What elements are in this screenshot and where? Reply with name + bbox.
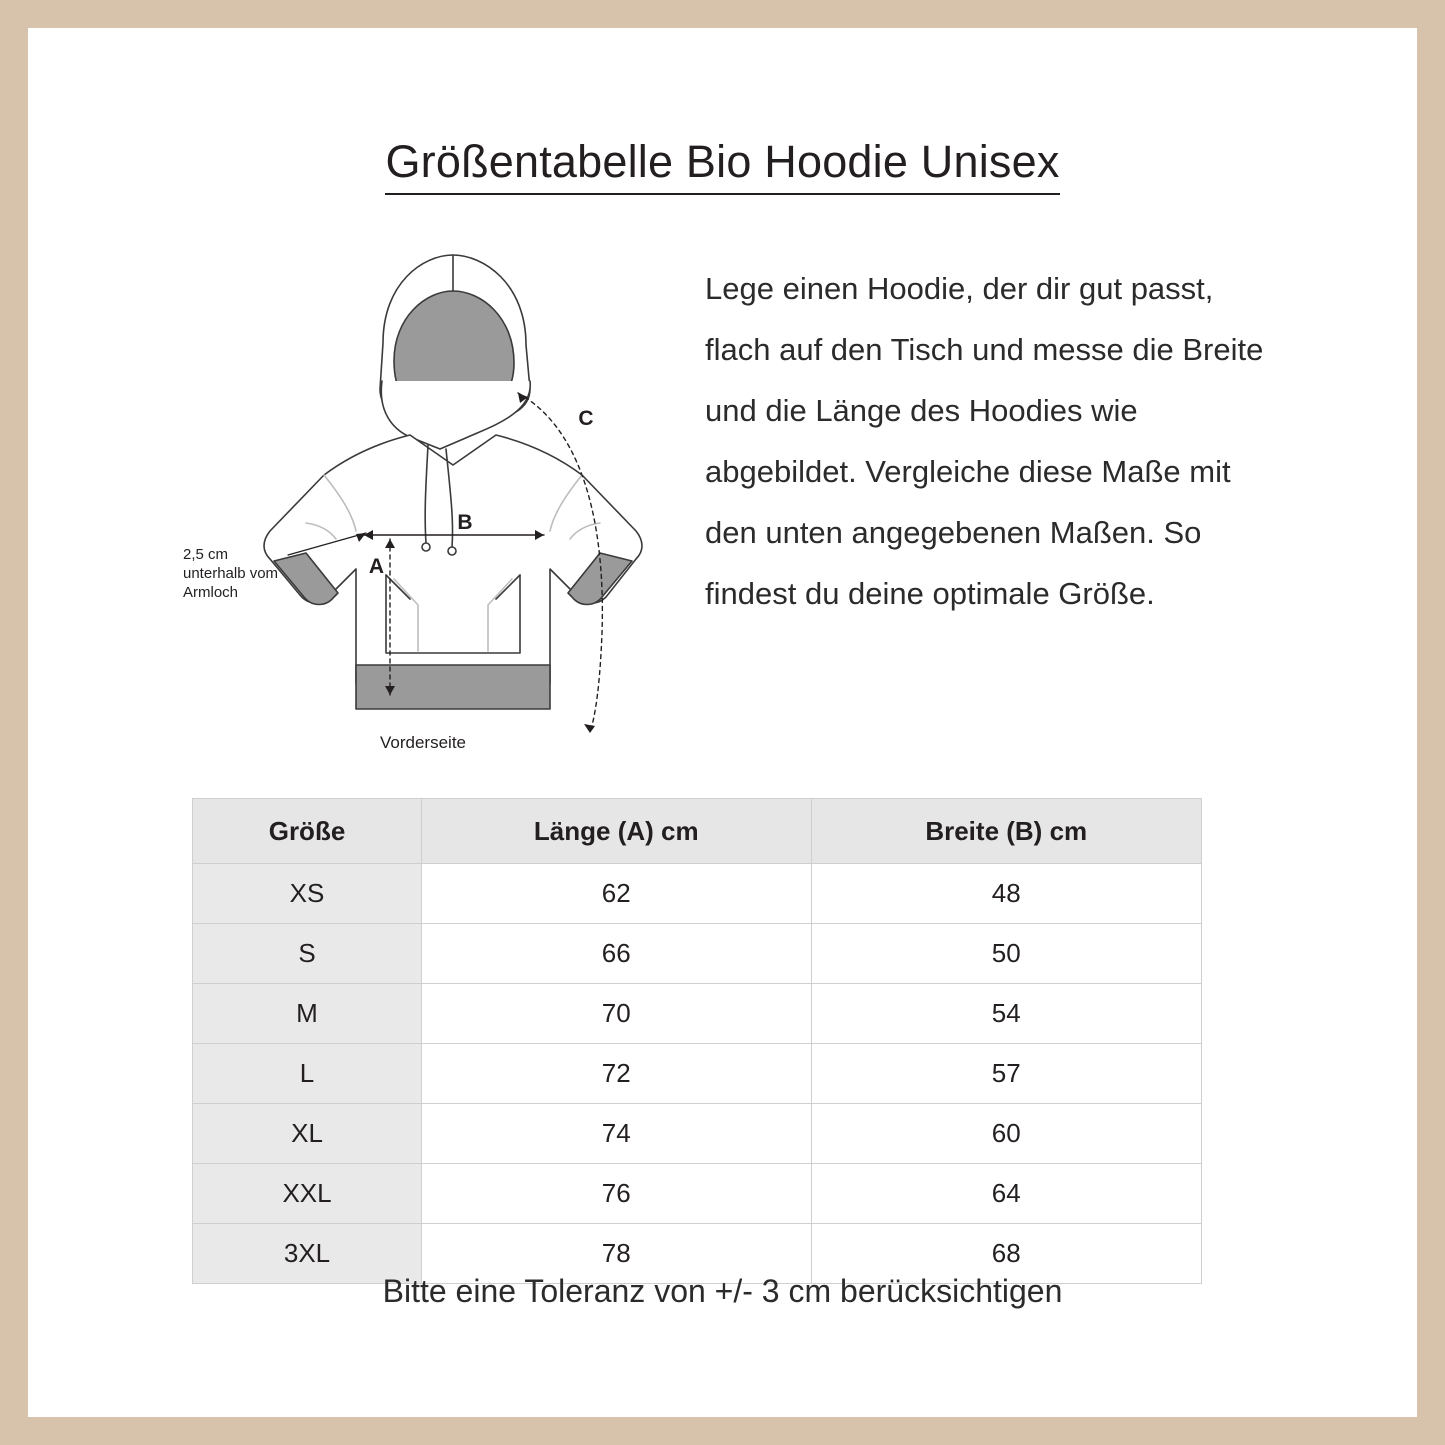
cell-width: 68 <box>811 1224 1202 1284</box>
cell-length: 62 <box>422 864 811 924</box>
cell-size: XS <box>193 864 422 924</box>
size-table <box>192 798 1202 1284</box>
cell-size: M <box>193 984 422 1044</box>
cell-width: 48 <box>811 864 1202 924</box>
hoodie-illustration <box>178 213 668 773</box>
cell-length: 70 <box>422 984 811 1044</box>
cell-width: 64 <box>811 1164 1202 1224</box>
table-row <box>193 984 1202 1044</box>
cell-length: 76 <box>422 1164 811 1224</box>
illustration-caption: Vorderseite <box>380 733 466 752</box>
page-title <box>28 136 1417 188</box>
cell-width: 57 <box>811 1044 1202 1104</box>
column-header-size: Größe <box>193 799 422 864</box>
table-row <box>193 1104 1202 1164</box>
table-row <box>193 924 1202 984</box>
table-row <box>193 1164 1202 1224</box>
cell-length: 78 <box>422 1224 811 1284</box>
svg-text:B: B <box>457 511 473 534</box>
cell-length: 74 <box>422 1104 811 1164</box>
cell-length: 72 <box>422 1044 811 1104</box>
svg-text:A: A <box>368 555 384 578</box>
armhole-note: 2,5 cm unterhalb vom Armloch <box>183 546 279 601</box>
cell-width: 50 <box>811 924 1202 984</box>
cell-size: L <box>193 1044 422 1104</box>
page-title-text: Größentabelle Bio Hoodie Unisex <box>385 136 1059 195</box>
cell-length: 66 <box>422 924 811 984</box>
table-row <box>193 1044 1202 1104</box>
column-header-length: Länge (A) cm <box>422 799 811 864</box>
cell-size: XXL <box>193 1164 422 1224</box>
size-chart-card <box>28 28 1417 1417</box>
svg-text:C: C <box>578 407 594 430</box>
cell-size: 3XL <box>193 1224 422 1284</box>
size-table-wrapper <box>192 798 1202 1284</box>
column-header-width: Breite (B) cm <box>811 799 1202 864</box>
tolerance-note: Bitte eine Toleranz von +/- 3 cm berücksichtigen <box>382 1273 1063 1309</box>
table-header-row <box>193 799 1202 864</box>
cell-width: 54 <box>811 984 1202 1044</box>
cell-width: 60 <box>811 1104 1202 1164</box>
instructions-text: Lege einen Hoodie, der dir gut passt, flach auf den Tisch und messe die Breite und die Länge des Hoodies wie abgebildet. Vergleiche diese Maße mit den unten angegebenen Maßen. So findest du deine optimale Größe. <box>705 271 1264 612</box>
cell-size: XL <box>193 1104 422 1164</box>
cell-size: S <box>193 924 422 984</box>
table-row <box>193 864 1202 924</box>
